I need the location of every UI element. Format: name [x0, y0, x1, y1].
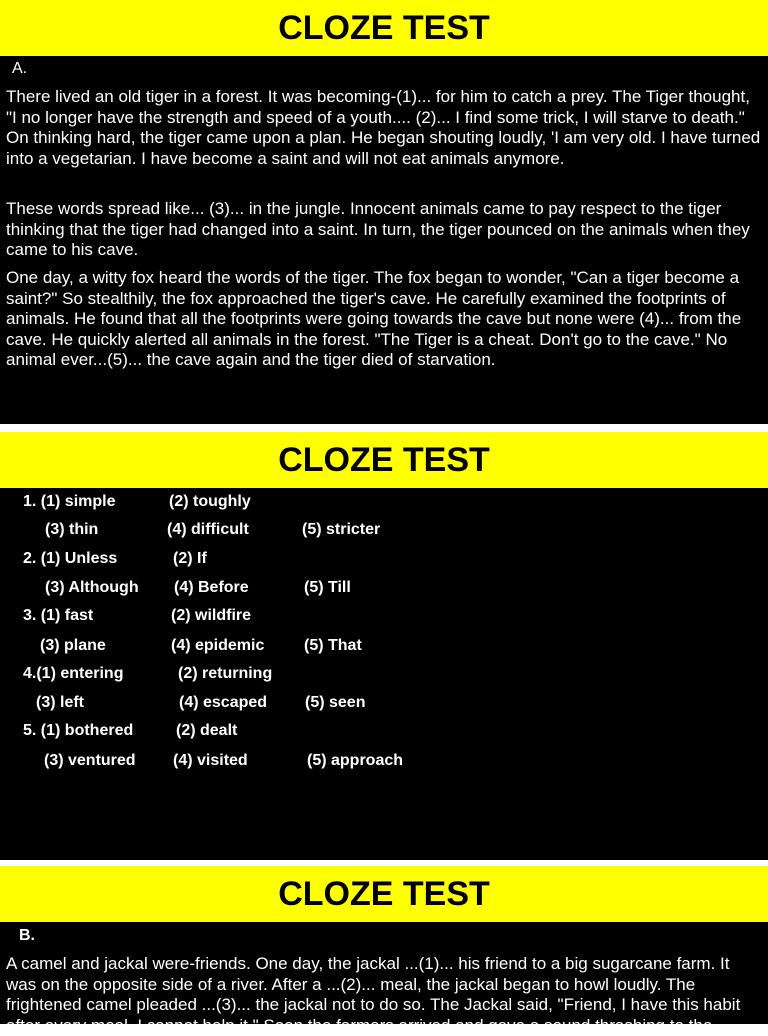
option-item: 3. (1) fast — [23, 607, 94, 624]
option-item: (5) approach — [307, 752, 404, 769]
section-label: B. — [19, 927, 35, 944]
slide-title-banner: CLOZE TEST — [0, 432, 768, 488]
option-item: (4) escaped — [179, 694, 268, 711]
option-item: (4) difficult — [167, 521, 249, 538]
slide-title-banner: CLOZE TEST — [0, 866, 768, 922]
option-item: (5) stricter — [302, 521, 381, 538]
section-label: A. — [12, 60, 28, 77]
option-item: (5) That — [304, 637, 362, 654]
option-item: (4) visited — [173, 752, 248, 769]
slide-passage-a — [0, 0, 768, 424]
option-item: (4) epidemic — [171, 637, 265, 654]
slide-options — [0, 432, 768, 860]
option-item: (3) plane — [40, 637, 106, 654]
option-item: (3) Although — [45, 579, 139, 596]
passage-paragraph: A camel and jackal were-friends. One day, the jackal ...(1)... his friend to a big sugarcane farm. It was on the opposite side of a river. After a ...(2)... meal, the jackal began to howl loudly. The frightened camel pleaded ...(3)... the jackal not to do so. The Jackal said, "Friend, I have this habit after every meal. I cannot help it." Soon the farmers arrived and gave a sound thrashing to the — [6, 954, 741, 1035]
option-item: (3) left — [36, 694, 84, 711]
passage-paragraph: These words spread like... (3)... in the jungle. Innocent animals came to pay respect to the tiger thinking that the tiger had changed into a saint. In turn, the tiger pounced on the animals when they came to his cave. — [6, 199, 750, 260]
option-item: (3) thin — [45, 521, 99, 538]
option-item: (3) ventured — [44, 752, 136, 769]
passage-paragraph: One day, a witty fox heard the words of the tiger. The fox began to wonder, "Can a tiger become a saint?" So stealthily, the fox approached the tiger's cave. He carefully examined the footprints of animals. He found that all the footprints were going towards the cave but none were (4)... from the cave. He quickly alerted all animals in the forest. "The Tiger is a cheat. Don't go to the cave." No animal ever...(5)... the cave again and the tiger died of starvation. — [6, 268, 742, 370]
option-item: (2) toughly — [169, 493, 251, 510]
option-item: (2) wildfire — [171, 607, 252, 624]
option-item: (4) Before — [174, 579, 249, 596]
option-item: (5) Till — [304, 579, 351, 596]
passage-paragraph: There lived an old tiger in a forest. It was becoming-(1)... for him to catch a prey. The Tiger thought, "I no longer have the strength and speed of a youth.... (2)... I find some trick, I will starve to death." On thinking hard, the tiger came upon a plan. He began shouting loudly, 'I am very old. I have turned into a vegetarian. I have become a saint and will not eat animals anymore. — [6, 87, 761, 168]
option-item: 5. (1) bothered — [23, 722, 134, 739]
slide-passage-b — [0, 866, 768, 1035]
option-item: 4.(1) entering — [23, 665, 124, 682]
option-item: (5) seen — [305, 694, 366, 711]
slide-title-banner: CLOZE TEST — [0, 0, 768, 56]
option-item: (2) If — [173, 550, 207, 567]
option-item: (2) returning — [178, 665, 273, 682]
option-item: (2) dealt — [176, 722, 238, 739]
option-item: 1. (1) simple — [23, 493, 116, 510]
option-item: 2. (1) Unless — [23, 550, 118, 567]
